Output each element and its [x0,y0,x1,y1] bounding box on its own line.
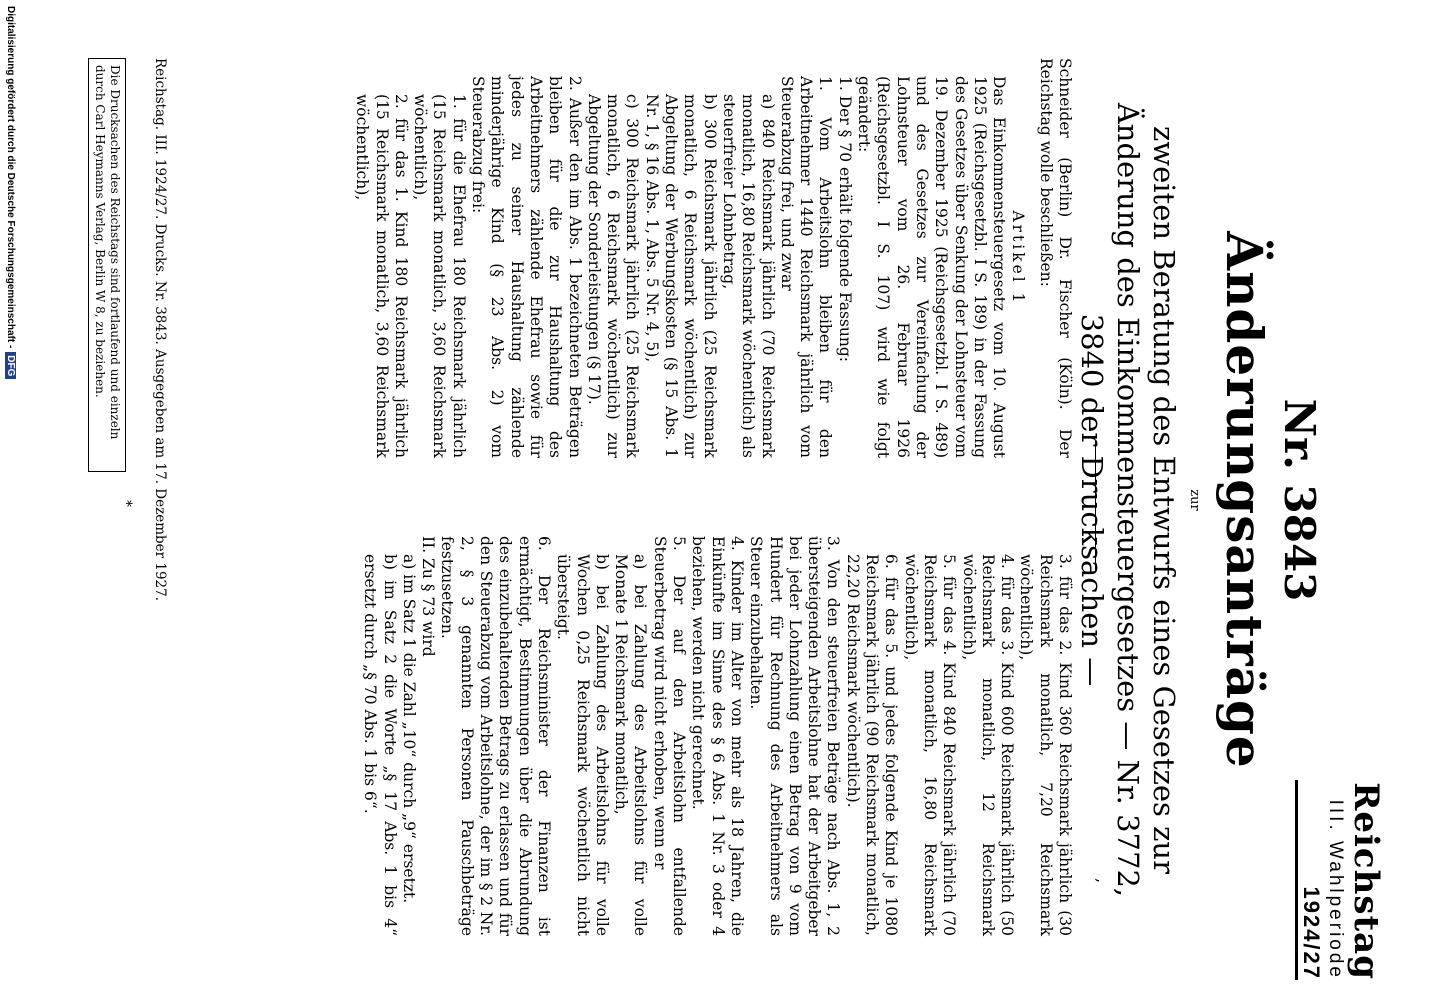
paragraph-5-a: a) bei Zahlung des Arbeitslohns für volle Monate 1 Reichsmark monatlich, [612,554,650,936]
right-column [360,536,1074,936]
paragraph-3: 3. Von den steuerfreien Beträge nach Abs. 1, 2 übersteigenden Arbeitslohne hat der Arbeitgeber bei jeder Lohnzahlung einen Betrag von 9 vom Hundert für Rechnung des Arbeitnehmers als Steuer einzubehalten. [747,536,843,936]
paragraph-2: 2. Außer den im Abs. 1 bezeichneten Beträgen bleiben für die zur Haushaltung des Arbeitnehmers zählende Ehefrau sowie für jedes zu seiner Haushaltung zählende minderjährige Kind (§ 23 Abs. 2) vom Steuerabzug frei: [469,76,584,458]
paragraph-6: 6. Der Reichsminister der Finanzen ist ermächtigt, Bestimmungen über die Abrundung des einzubehaltenden Betrags zu erlassen und für den Steuerabzug vom Arbeitslohne, der im § 2 Nr. 2, § 3 genannten Personen Pauschbeträge festzusetzen. [438,536,553,936]
paragraph-5: 5. Der auf den Arbeitslohn entfallende Steuerbetrag wird nicht erhoben, wenn er [650,536,689,936]
digitization-text: Digitalisierung gefördert durch die Deutsche Forschungsgemeinschaft - [5,6,16,349]
paragraph-1-a: a) 840 Reichsmark jährlich (70 Reichsmark monatlich, 16,80 Reichsmark wöchentlich) als steuerfreier Lohnbetrag, [719,94,777,458]
document-subtitle: zweiten Beratung des Entwurfs eines Gesetzes zur Änderung des Einkommensteuergesetzes — Nr. 3772, 3840 der Drucksachen — [1075,102,1181,898]
motion-intro: Schneider (Berlin) Dr. Fischer (Köln). Der Reichstag wolle beschließen: [1036,58,1074,458]
document-title: Änderungsanträge [1215,231,1274,769]
item-3: 3. für das 2. Kind 360 Reichsmark jährlich (30 Reichsmark monatlich, 7,20 Reichsmark wöchentlich), [1017,554,1074,936]
section-ii-a: a) im Satz 1 die Zahl „10“ durch „9“ ersetzt. [399,554,418,904]
document-number: Nr. 3843 [1275,398,1324,602]
period-line: III. Wahlperiode [1325,799,1346,980]
imprint-line: Reichstag. III. 1924/27. Drucks. Nr. 3843. Ausgegeben am 17. Dezember 1927. [152,58,168,602]
paragraph-4: 4. Kinder im Alter von mehr als 18 Jahren, die Einkünfte im Sinne des § 6 Abs. 1 Nr. 3 oder 4 beziehen, werden nicht gerechnet. [689,536,746,936]
article-body: Das Einkommensteuergesetz vom 10. August 1925 (Reichsgesetzbl. I S. 189) in der Fassung des Gesetzes über Senkung der Lohnsteuer vom 19. Dezember 1925 (Reichsgesetzbl. I S. 489) und des Gesetzes zur Vereinfachung der Lohnsteuer vom 26. Februar 1926 (Reichsgesetzbl. I S. 107) wird wie folgt geändert: [855,76,1009,458]
period-years: 1924/27 [1295,780,1324,980]
paragraph-2-1: 1. für die Ehefrau 180 Reichsmark jährlich (15 Reichsmark monatlich, 3,60 Reichsmark wöchentlich), [411,94,468,458]
section-ii: II. Zu § 73 wird [419,536,438,657]
title-divider [1095,440,1096,570]
item-4: 4. für das 3. Kind 600 Reichsmark jährlich (50 Reichsmark monatlich, 12 Reichsmark wöchentlich), [959,554,1017,936]
paragraph-2-2: 2. für das 1. Kind 180 Reichsmark jährlich (15 Reichsmark monatlich, 3,60 Reichsmark wöchentlich), [353,94,410,458]
paragraph-1-b: b) 300 Reichsmark jährlich (25 Reichsmark monatlich, 6 Reichsmark wöchentlich) zur Abgeltung der Werbungskosten (§ 15 Abs. 1 Nr. 1, § 16 Abs. 1, Abs. 5 Nr. 4, 5), [642,94,719,458]
item-6: 6. für das 5. und jedes folgende Kind je 1080 Reichsmark jährlich (90 Reichsmark monatlich, 22,20 Reichsmark wöchentlich). [843,554,901,936]
title-connector: zur [1187,489,1202,511]
paragraph-1-c: c) 300 Reichsmark jährlich (25 Reichsmark monatlich, 6 Reichsmark wöchentlich) zur Abgeltung der Sonderleistungen (§ 17). [584,94,642,458]
spacer [1027,58,1035,458]
paragraph-1: 1. Der § 70 erhält folgende Fassung: [835,76,854,362]
asterisk: * [118,500,134,507]
paragraph-1-1: 1. Vom Arbeitslohn bleiben für den Arbeitnehmer 1440 Reichsmark jährlich vom Steuerabzug frei, und zwar [777,76,835,458]
article-heading: Artikel 1 [1009,210,1028,306]
section-ii-b: b) im Satz 2 die Worte „§ 17 Abs. 1 bis 4“ ersetzt durch „§ 70 Abs. 1 bis 6“. [361,554,399,936]
paragraph-5-b: b) bei Zahlung des Arbeitslohns für volle Wochen 0,25 Reichsmark wöchentlich nicht übersteigt. [554,554,611,936]
dfg-logo: DFG [5,352,16,379]
item-5: 5. für das 4. Kind 840 Reichsmark jährlich (70 Reichsmark monatlich, 16,80 Reichsmark wöchentlich), [901,554,959,936]
stray-mark: , [1093,878,1112,884]
digitization-credit [5,6,16,1000]
parliament-name: Reichstag [1346,782,1386,980]
left-column [352,58,1074,458]
distribution-note: Die Drucksachen des Reichstags sind fortlaufend und einzeln durch Carl Heymanns Verlag, Berlin W 8, zu beziehen. [88,58,126,472]
